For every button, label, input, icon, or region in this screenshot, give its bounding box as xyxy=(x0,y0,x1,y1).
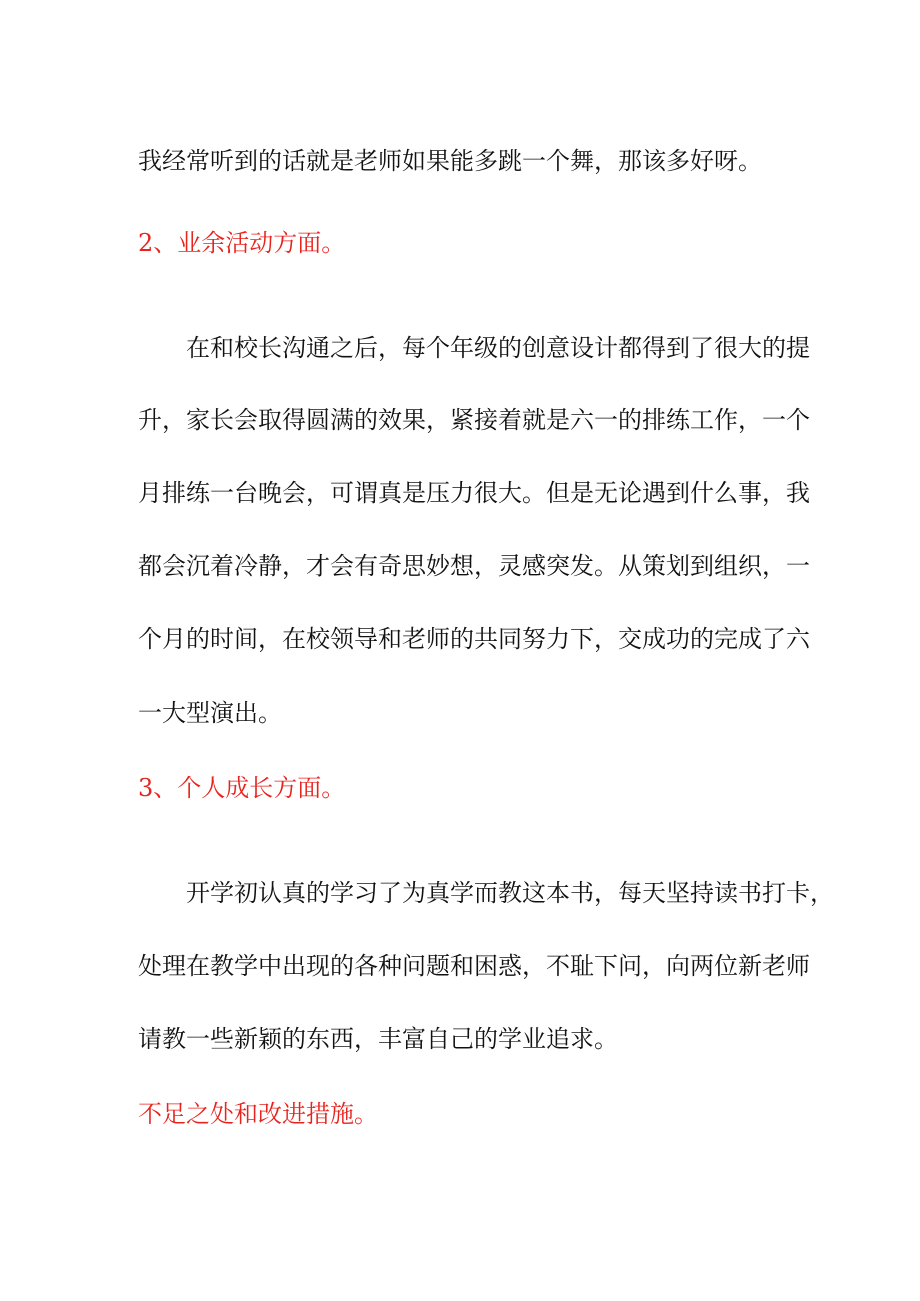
section-2-line-2: 升，家长会取得圆满的效果，紧接着就是六一的排练工作，一个 xyxy=(138,406,810,434)
intro-line: 我经常听到的话就是老师如果能多跳一个舞，那该多好呀。 xyxy=(138,147,762,175)
section-2-heading: 2、业余活动方面。 xyxy=(138,229,346,257)
section-3-line-2: 处理在教学中出现的各种问题和困惑，不耻下问，向两位新老师 xyxy=(138,952,810,980)
section-2-line-3: 月排练一台晚会，可谓真是压力很大。但是无论遇到什么事，我 xyxy=(138,479,810,507)
section-3-line-3: 请教一些新颖的东西，丰富自己的学业追求。 xyxy=(138,1025,618,1053)
section-4-heading: 不足之处和改进措施。 xyxy=(138,1100,378,1128)
section-2-line-4: 都会沉着冷静，才会有奇思妙想，灵感突发。从策划到组织，一 xyxy=(138,552,810,580)
section-2-line-6: 一大型演出。 xyxy=(138,699,282,727)
section-2-line-1: 在和校长沟通之后，每个年级的创意设计都得到了很大的提 xyxy=(186,334,810,362)
section-3-heading: 3、个人成长方面。 xyxy=(138,774,346,802)
section-3-line-1: 开学初认真的学习了为真学而教这本书，每天坚持读书打卡， xyxy=(186,879,834,907)
section-2-line-5: 个月的时间，在校领导和老师的共同努力下，交成功的完成了六 xyxy=(138,625,810,653)
